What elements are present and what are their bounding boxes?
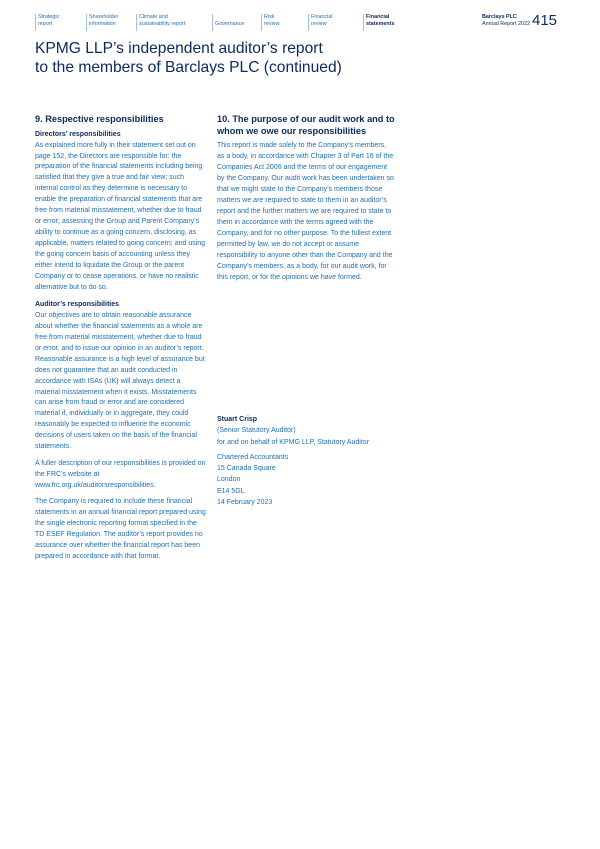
signatory-on-behalf: for and on behalf of KPMG LLP, Statutory Auditor xyxy=(217,438,370,446)
paragraph-frc: A fuller description of our responsibilities is provided on the FRC’s website at www.frc.org.uk/auditorsresponsibilities. xyxy=(35,460,206,490)
paragraph-auditors: Our objectives are to obtain reasonable assurance about whether the financial statements as a whole are free from material misstatement, whether due to fraud or error, and to issue our opinion in an auditor’s report. Reasonable assurance is a high level of assurance but does not guarantee that an audit conducted in accordance with ISAs (UK) will always detect a material misstatement when it exists. Misstatements can arise from fraud or error and are considered material if, individually or in aggregate, they could reasonably be expected to influence the economic decisions of users taken on the basis of the financial statements. xyxy=(35,311,205,451)
paragraph-purpose: This report is made solely to the Company’s members, as a body, in accordance with Chapter 3 of Part 16 of the Companies Act 2006 and the terms of our engagement by the Company. Our audit work has been undertaken so that we might state to the Company’s members those matters we are required to state to them in an auditor’s report and the further matters we are required to state to them in accordance with the terms agreed with the Company, and for no other purpose. To the fullest extent permitted by law, we do not accept or assume responsibility to anyone other than the Company and the Company’s members, as a body, for our audit work, for this report, or for the opinions we have formed. xyxy=(217,142,394,281)
nav-financial-statements[interactable]: Financial statements xyxy=(363,14,394,31)
page-title: KPMG LLP’s independent auditor’s report to the members of Barclays PLC (continued) xyxy=(35,40,342,76)
subheading-directors: Directors’ responsibilities xyxy=(35,130,121,138)
paragraph-directors: As explained more fully in their statement set out on page 152, the Directors are responsible for: the preparation of the financial statements including being satisfied that they give a true and fair view; such internal control as they determine is necessary to enable the preparation of financial statements that are free from material misstatement, whether due to fraud or error; assessing the Group and Parent Company’s ability to continue as a going concern, disclosing, as applicable, matters related to going concern; and using the going concern basis of accounting unless they either intend to liquidate the Group or the parent Company or to cease operations, or have no realistic alternative but to do so. xyxy=(35,141,206,291)
right-column xyxy=(217,114,395,290)
address-line-2: London xyxy=(217,476,241,484)
signature-block xyxy=(217,414,397,508)
nav-strategic-report[interactable]: Strategic report xyxy=(35,14,59,31)
nav-governance[interactable]: Governance xyxy=(212,14,244,31)
subheading-auditors: Auditor’s responsibilities xyxy=(35,300,120,308)
left-column xyxy=(35,114,206,569)
section-heading-responsibilities: 9. Respective responsibilities xyxy=(35,114,164,124)
signatory-role: (Senior Statutory Auditor) xyxy=(217,427,296,435)
address-line-3: E14 5GL xyxy=(217,487,245,495)
nav-risk-review[interactable]: Risk review xyxy=(261,14,280,31)
nav-shareholder-information[interactable]: Shareholder information xyxy=(86,14,118,31)
section-heading-purpose: 10. The purpose of our audit work and to whom we owe our responsibilities xyxy=(217,114,395,136)
page-number: 415 xyxy=(532,12,558,29)
report-date: 14 February 2023 xyxy=(217,499,273,507)
address-line-1: 15 Canada Square xyxy=(217,465,276,473)
nav-financial-review[interactable]: Financial review xyxy=(308,14,333,31)
brand-label: Barclays PLC Annual Report 2022 xyxy=(482,14,530,27)
paragraph-esef: The Company is required to include these financial statements in an annual financial report prepared using the single electronic reporting format specified in the TD ESEF Regulation. The auditor’s report provides no assurance over whether the financial report has been prepared in accordance with that format. xyxy=(35,498,206,560)
top-navigation xyxy=(35,12,558,32)
signatory-name: Stuart Crisp xyxy=(217,416,258,423)
firm-name: Chartered Accountants xyxy=(217,453,289,461)
nav-climate-sustainability[interactable]: Climate and sustainability report xyxy=(136,14,185,31)
